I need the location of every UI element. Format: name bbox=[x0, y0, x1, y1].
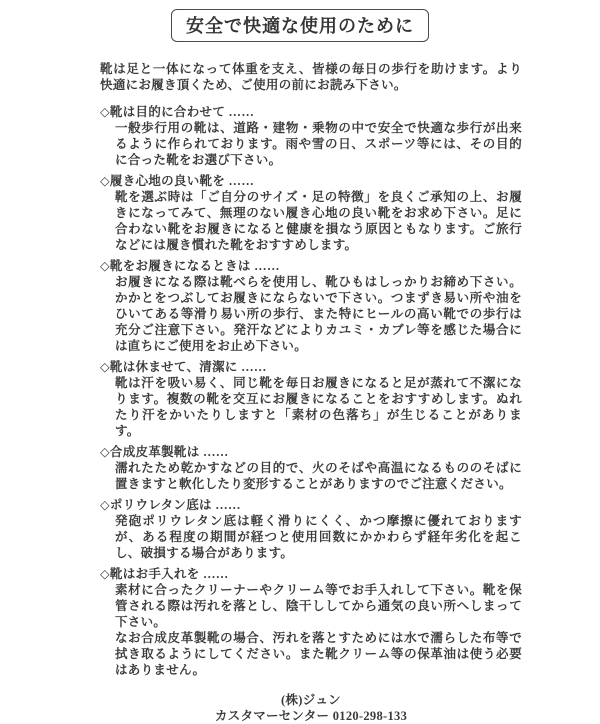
section-heading: ◇靴をお履きになるときは …… bbox=[100, 259, 280, 273]
section-heading: ◇靴は休ませて、清潔に …… bbox=[100, 360, 267, 374]
company-name: (株)ジュン bbox=[281, 693, 341, 707]
section-body: 濡れたため乾かすなどの目的で、火のそばや高温になるもののそばに置きますと軟化したり変形することがありますのでご注意ください。 bbox=[115, 461, 522, 491]
section-heading: ◇靴はお手入れを …… bbox=[100, 567, 229, 581]
section-body: 発砲ポリウレタン底は軽く滑りにくく、かつ摩擦に優れておりますが、ある程度の期間が経つと使用回数にかかわらず経年劣化を起こし、破損する場合があります。 bbox=[115, 514, 522, 560]
section-body: 一般歩行用の靴は、道路・建物・乗物の中で安全で快適な歩行が出来るように作られております。雨や雪の日、スポーツ等には、その目的に合った靴をお選び下さい。 bbox=[115, 121, 522, 167]
title-container bbox=[0, 9, 600, 42]
intro-paragraph: 靴は足と一体になって体重を支え、皆様の毎日の歩行を助けます。より快適にお履き頂くため、ご使用の前にお読み下さい。 bbox=[100, 62, 522, 92]
customer-center-phone: カスタマーセンター 0120-298-133 bbox=[214, 709, 408, 723]
section-purpose bbox=[100, 104, 522, 168]
section-heading: ◇ポリウレタン底は …… bbox=[100, 498, 241, 512]
section-body: お履きになる際は靴べらを使用し、靴ひもはしっかりお締め下さい。かかとをつぶしてお履きにならないで下さい。つまずき易い所や油をひいてある等滑り易い所の歩行、また特にヒールの高い靴での歩行は充分ご注意下さい。発汗などによりカユミ・カブレ等を感じた場合には直ちにご使用をお止め下さい。 bbox=[115, 275, 522, 353]
section-wearing bbox=[100, 258, 522, 354]
section-heading: ◇履き心地の良い靴を …… bbox=[100, 174, 255, 188]
section-body-continued: なお合成皮革製靴の場合、汚れを落とすためには水で濡らした布等で拭き取るようにしてください。また靴クリーム等の保革油は使う必要はありません。 bbox=[115, 631, 522, 677]
page-title: 安全で快適な使用のために bbox=[171, 9, 429, 42]
section-body: 靴を選ぶ時は「ご自分のサイズ・足の特徴」を良くご承知の上、お履きになってみて、無理のない履き心地の良い靴をお求め下さい。足に合わない靴をお履きになると健康を損なう原因ともなります。ご旅行などには履き慣れた靴をおすすめします。 bbox=[115, 190, 522, 252]
section-body: 靴は汗を吸い易く、同じ靴を毎日お履きになると足が蒸れて不潔になります。複数の靴を交互にお履きになることをおすすめします。ぬれたり汗をかいたりしますと「素材の色落ち」が生じることがあります。 bbox=[115, 376, 522, 438]
section-body: 素材に合ったクリーナーやクリーム等でお手入れして下さい。靴を保管される際は汚れを落とし、陰干ししてから通気の良い所へしまって下さい。 bbox=[115, 583, 522, 629]
document-content bbox=[100, 61, 522, 724]
section-heading: ◇合成皮革製靴は …… bbox=[100, 445, 229, 459]
section-care bbox=[100, 566, 522, 678]
section-polyurethane-sole bbox=[100, 497, 522, 561]
section-heading: ◇靴は目的に合わせて …… bbox=[100, 105, 255, 119]
footer bbox=[100, 692, 522, 724]
section-rest-clean bbox=[100, 359, 522, 439]
section-comfort bbox=[100, 173, 522, 253]
section-synthetic-leather bbox=[100, 444, 522, 492]
